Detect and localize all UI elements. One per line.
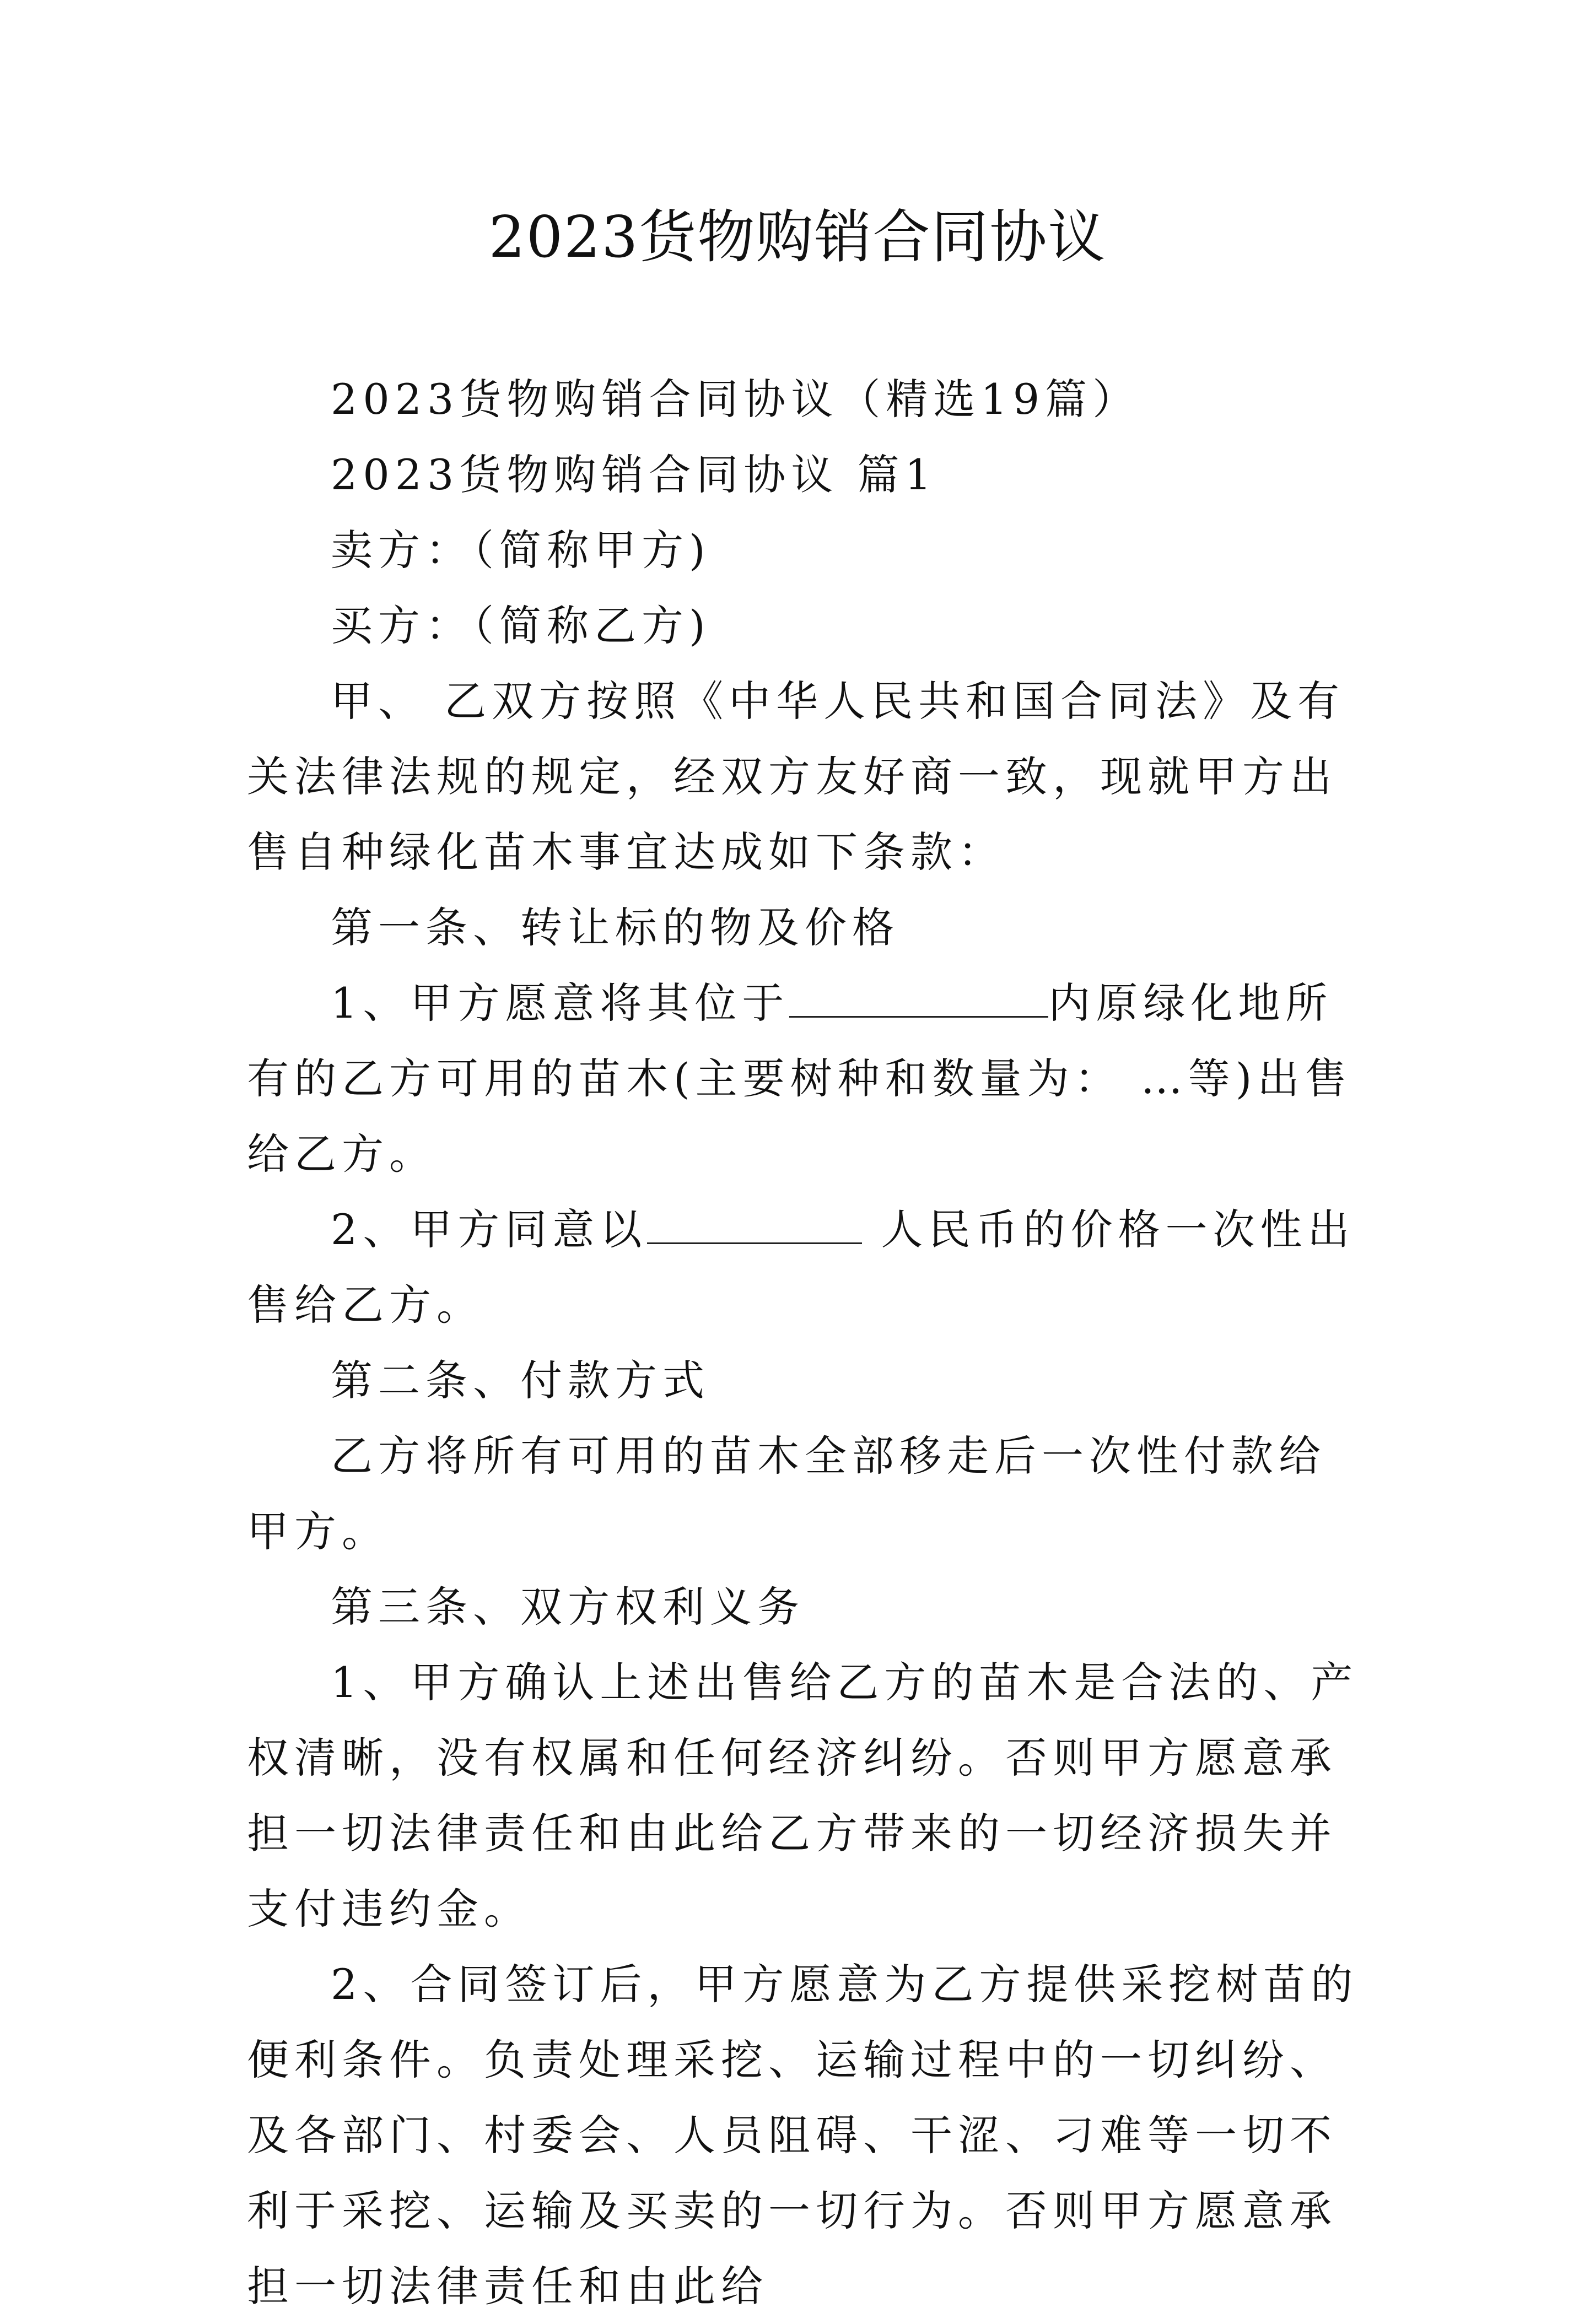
article1-item2 [247,1192,1362,1343]
article2-text: 乙方将所有可用的苗木全部移走后一次性付款给甲方。 [247,1431,1326,1556]
seller-line: 卖方：（简称甲方) [331,526,711,575]
article3-item1: 1、甲方确认上述出售给乙方的苗木是合法的、产权清晰，没有权属和任何经济纠纷。否则甲方愿意承担一切法律责任和由此给乙方带来的一切经济损失并支付违约金。 [247,1658,1359,1933]
buyer-line: 买方：（简称乙方) [331,601,711,650]
article1-item2-text-after: 人民币的价格一次性出售给乙方。 [247,1205,1355,1329]
article3-heading: 第三条、双方权利义务 [331,1582,805,1631]
article1-heading: 第一条、转让标的物及价格 [331,903,899,952]
article1-item1 [247,965,1362,1192]
section-heading: 2023货物购销合同协议 篇1 [331,450,937,499]
article1-item1-text-before: 1、甲方愿意将其位于 [331,979,790,1028]
intro-paragraph: 甲、 乙双方按照《中华人民共和国合同法》及有关法律法规的规定，经双方友好商一致，现就甲方出售自种绿化苗木事宜达成如下条款： [247,677,1345,877]
article2-heading: 第二条、付款方式 [331,1356,710,1405]
article3-item2: 2、合同签订后，甲方愿意为乙方提供采挖树苗的便利条件。负责处理采挖、运输过程中的一切纠纷、及各部门、村委会、人员阻碍、干涩、刁难等一切不利于采挖、运输及买卖的一切行为。否则甲方愿意承担一切法律责任和由此给 [247,1960,1359,2311]
document-body [247,361,1362,2324]
article1-item2-text-before: 2、甲方同意以 [331,1205,648,1254]
price-blank [647,1208,862,1244]
location-blank [789,982,1048,1018]
document-title: 2023货物购销合同协议 [488,203,1107,271]
article1-item1-text-after: 内原绿化地所有的乙方可用的苗木(主要树种和数量为： …等)出售给乙方。 [247,979,1352,1179]
subtitle-line: 2023货物购销合同协议（精选19篇） [331,375,1140,424]
